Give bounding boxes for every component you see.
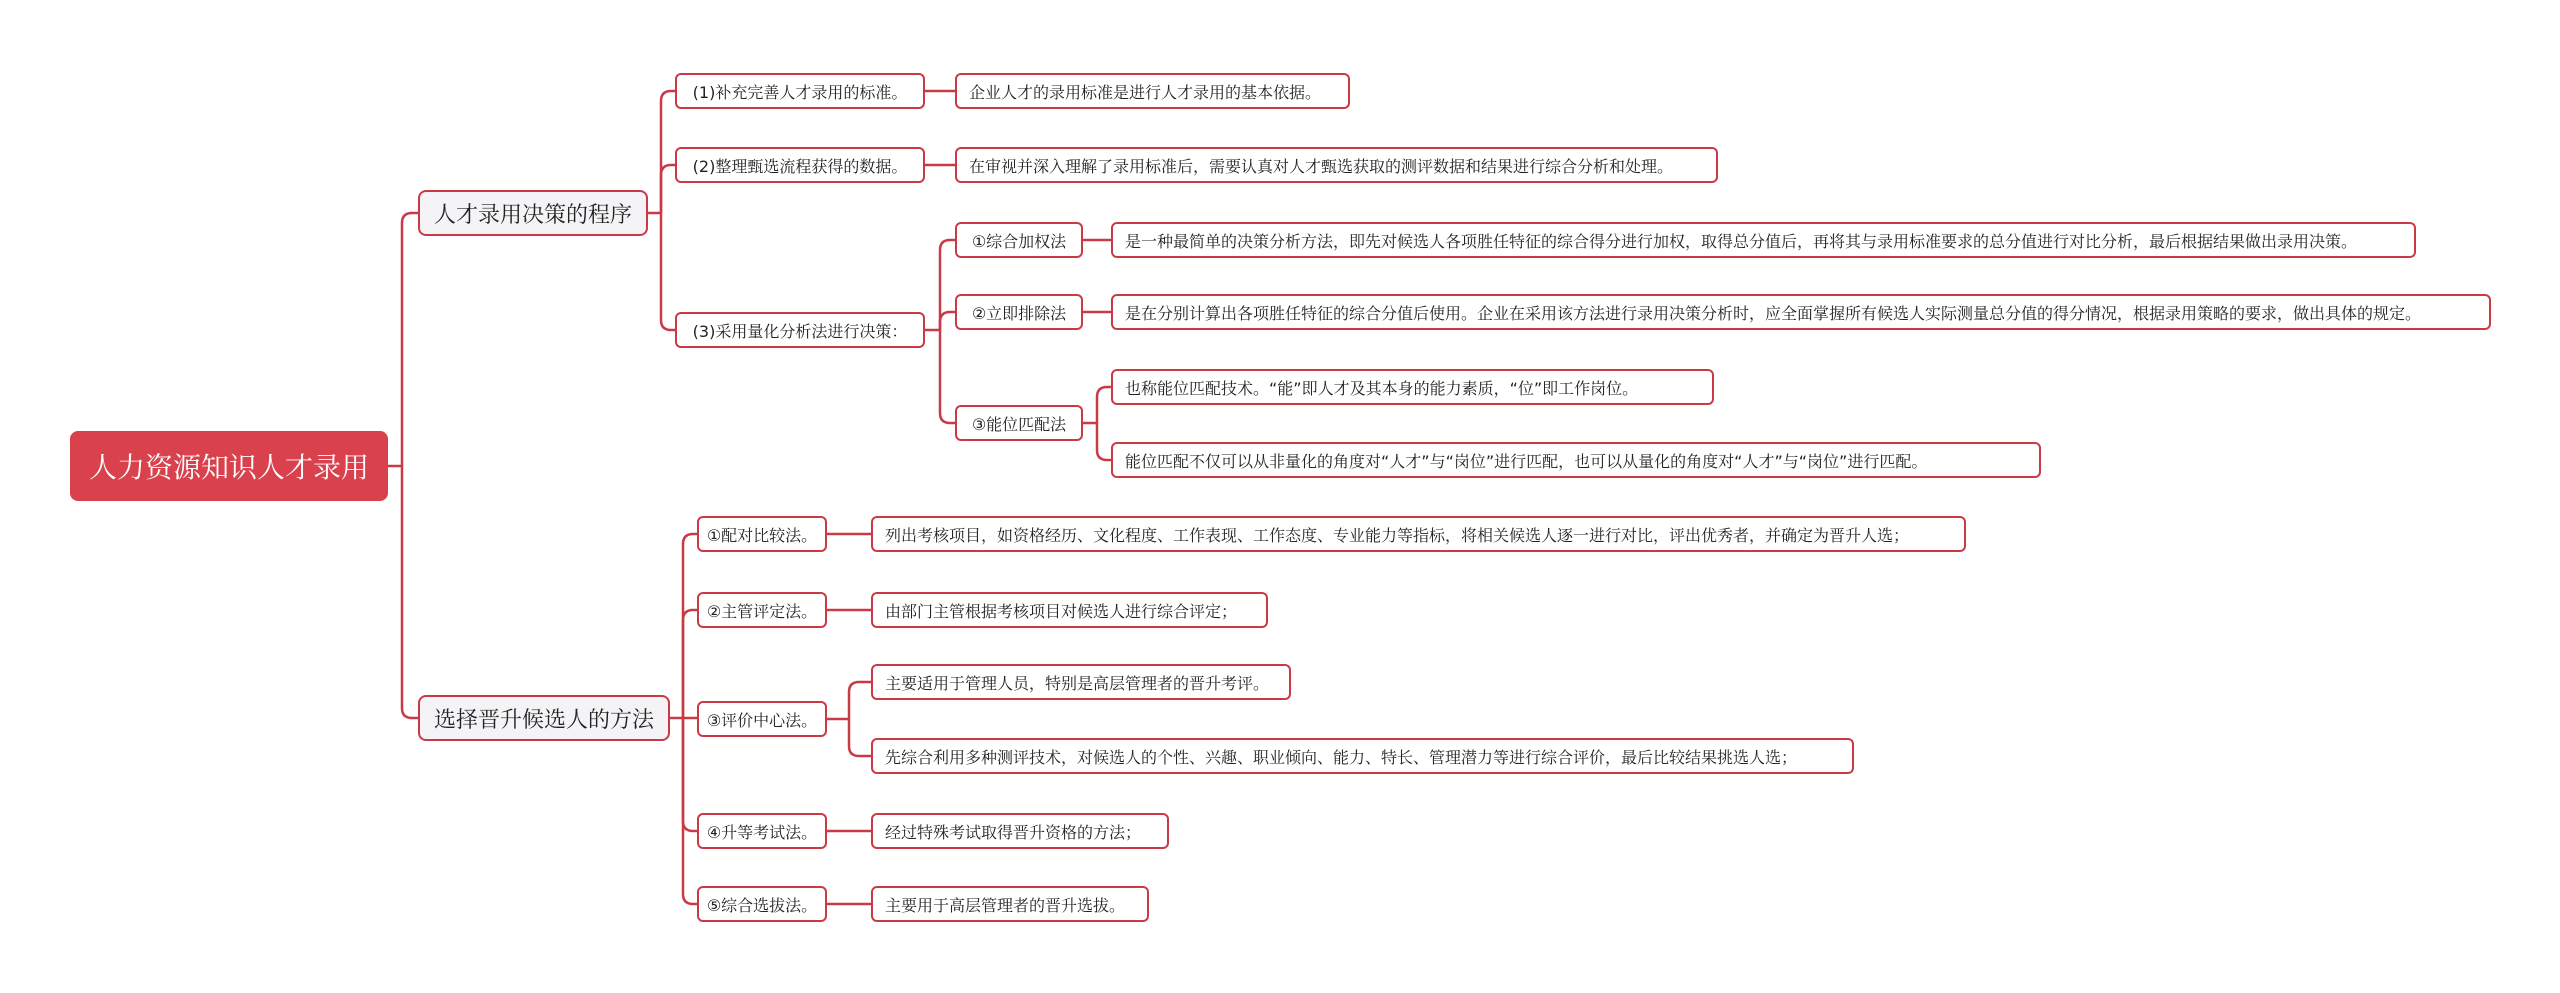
promo-comprehensive-detail[interactable]: 主要用于高层管理者的晋升选拔。 bbox=[871, 886, 1149, 922]
step-2-detail[interactable]: 在审视并深入理解了录用标准后，需要认真对人才甄选获取的测评数据和结果进行综合分析和处理。 bbox=[955, 147, 1718, 183]
ability-match-detail-1[interactable]: 也称能位匹配技术。“能”即人才及其本身的能力素质，“位”即工作岗位。 bbox=[1111, 369, 1714, 405]
assessment-center-detail-1[interactable]: 主要适用于管理人员，特别是高层管理者的晋升考评。 bbox=[871, 664, 1291, 700]
branch-recruitment-decision[interactable]: 人才录用决策的程序 bbox=[418, 190, 648, 236]
ability-match-detail-2[interactable]: 能位匹配不仅可以从非量化的角度对“人才”与“岗位”进行匹配，也可以从量化的角度对“人才”与“岗位”进行匹配。 bbox=[1111, 442, 2041, 478]
connector-line bbox=[1097, 387, 1111, 423]
connector-line bbox=[683, 610, 697, 718]
promo-assessment-center[interactable]: ③评价中心法。 bbox=[697, 701, 827, 737]
connector-line bbox=[849, 719, 871, 756]
method-elimination[interactable]: ②立即排除法 bbox=[955, 294, 1083, 330]
connector-line bbox=[940, 330, 955, 423]
connector-line bbox=[683, 534, 697, 718]
promo-pair-compare-detail[interactable]: 列出考核项目，如资格经历、文化程度、工作表现、工作态度、专业能力等指标，将相关候选人逐一进行对比，评出优秀者，并确定为晋升人选； bbox=[871, 516, 1966, 552]
method-weighted[interactable]: ①综合加权法 bbox=[955, 222, 1083, 258]
connector-line bbox=[940, 312, 955, 330]
promo-exam[interactable]: ④升等考试法。 bbox=[697, 813, 827, 849]
promo-supervisor-detail[interactable]: 由部门主管根据考核项目对候选人进行综合评定； bbox=[871, 592, 1268, 628]
assessment-center-detail-2[interactable]: 先综合利用多种测评技术，对候选人的个性、兴趣、职业倾向、能力、特长、管理潜力等进行综合评价，最后比较结果挑选人选； bbox=[871, 738, 1854, 774]
promo-pair-compare[interactable]: ①配对比较法。 bbox=[697, 516, 827, 552]
connector-line bbox=[683, 718, 697, 831]
connector-line bbox=[1097, 423, 1111, 460]
branch-promotion-methods[interactable]: 选择晋升候选人的方法 bbox=[418, 695, 670, 741]
promo-exam-detail[interactable]: 经过特殊考试取得晋升资格的方法； bbox=[871, 813, 1169, 849]
connector-line bbox=[402, 213, 418, 466]
connector-line bbox=[849, 682, 871, 719]
step-2-data[interactable]: (2)整理甄选流程获得的数据。 bbox=[675, 147, 925, 183]
step-1-standard[interactable]: (1)补充完善人才录用的标准。 bbox=[675, 73, 925, 109]
connector-line bbox=[402, 466, 418, 718]
step-1-detail[interactable]: 企业人才的录用标准是进行人才录用的基本依据。 bbox=[955, 73, 1350, 109]
connector-line bbox=[661, 91, 675, 213]
root-topic[interactable]: 人力资源知识人才录用 bbox=[70, 431, 388, 501]
connector-line bbox=[683, 718, 697, 904]
method-ability-match[interactable]: ③能位匹配法 bbox=[955, 405, 1083, 441]
method-elimination-detail[interactable]: 是在分别计算出各项胜任特征的综合分值后使用。企业在采用该方法进行录用决策分析时，应全面掌握所有候选人实际测量总分值的得分情况，根据录用策略的要求，做出具体的规定。 bbox=[1111, 294, 2491, 330]
connector-line bbox=[661, 213, 675, 330]
connector-line bbox=[661, 165, 675, 213]
promo-comprehensive[interactable]: ⑤综合选拔法。 bbox=[697, 886, 827, 922]
method-weighted-detail[interactable]: 是一种最简单的决策分析方法，即先对候选人各项胜任特征的综合得分进行加权，取得总分值后，再将其与录用标准要求的总分值进行对比分析，最后根据结果做出录用决策。 bbox=[1111, 222, 2416, 258]
promo-supervisor[interactable]: ②主管评定法。 bbox=[697, 592, 827, 628]
step-3-quantitative[interactable]: (3)采用量化分析法进行决策： bbox=[675, 312, 925, 348]
